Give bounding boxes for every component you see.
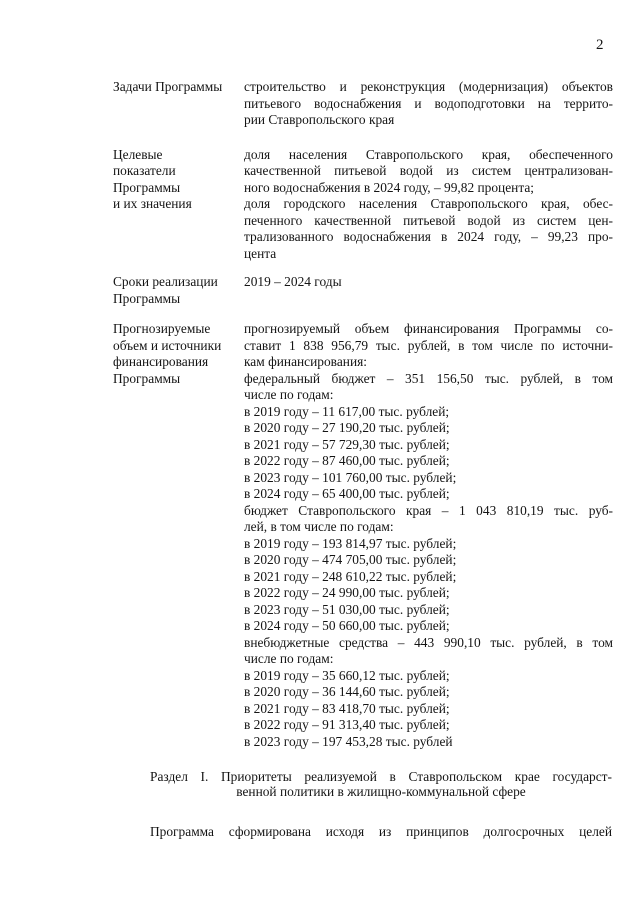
value-line: качественной питьевой водой из систем централизован-: [244, 163, 613, 178]
value-line: доля городского населения Ставропольского края, обес-: [244, 196, 613, 211]
value-line: бюджет Ставропольского края – 1 043 810,19 тыс. руб-: [244, 502, 613, 518]
value-line: в 2019 году – 193 814,97 тыс. рублей;: [244, 535, 457, 551]
value-line: цента: [244, 245, 277, 261]
value-line: ного водоснабжения в 2024 году, – 99,82 процента;: [244, 179, 534, 195]
value-line: печенного качественной питьевой водой из систем цен-: [244, 212, 613, 228]
row-label: [113, 147, 244, 263]
passport-row-tasks: [113, 79, 613, 129]
row-value: [244, 274, 613, 307]
label-line: Программы: [113, 179, 181, 195]
value-line: 2019 – 2024 годы: [244, 274, 342, 289]
label-line: Программы: [113, 370, 181, 386]
label-line: показатели: [113, 163, 176, 178]
value-line: в 2023 году – 51 030,00 тыс. рублей;: [244, 601, 450, 617]
label-line: Целевые: [113, 146, 163, 162]
section-heading-line: Раздел I. Приоритеты реализуемой в Ставропольском крае государст-: [150, 769, 612, 784]
row-value: [244, 79, 613, 129]
value-line: в 2021 году – 57 729,30 тыс. рублей;: [244, 436, 450, 452]
value-line: в 2020 году – 36 144,60 тыс. рублей;: [244, 684, 450, 699]
value-line: в 2024 году – 65 400,00 тыс. рублей;: [244, 486, 450, 501]
value-line: в 2024 году – 50 660,00 тыс. рублей;: [244, 618, 450, 633]
passport-row-targets: [113, 147, 613, 263]
value-line: в 2019 году – 35 660,12 тыс. рублей;: [244, 667, 450, 683]
label-line: финансирования: [113, 354, 209, 369]
value-line: рии Ставропольского края: [244, 112, 395, 127]
section-heading-line: венной политики в жилищно-коммунальной сфере: [236, 784, 526, 799]
row-label: [113, 321, 244, 750]
page-number: 2: [596, 37, 604, 53]
value-line: трализованного водоснабжения в 2024 году, – 99,23 про-: [244, 229, 613, 244]
row-value: [244, 321, 613, 750]
value-line: в 2022 году – 87 460,00 тыс. рублей;: [244, 453, 450, 468]
value-line: в 2021 году – 83 418,70 тыс. рублей;: [244, 700, 450, 716]
value-line: внебюджетные средства – 443 990,10 тыс. рублей, в том: [244, 634, 613, 650]
value-line: в 2022 году – 91 313,40 тыс. рублей;: [244, 717, 450, 732]
label-line: и их значения: [113, 196, 192, 211]
value-line: в 2023 году – 197 453,28 тыс. рублей: [244, 733, 453, 749]
value-line: в 2020 году – 474 705,00 тыс. рублей;: [244, 552, 457, 567]
passport-row-funding: [113, 321, 613, 750]
value-line: строительство и реконструкция (модернизация) объектов: [244, 79, 613, 94]
paragraph-line: Программа сформирована исходя из принципов долгосрочных целей: [150, 824, 612, 839]
value-line: доля населения Ставропольского края, обеспеченного: [244, 146, 613, 162]
label-line: Программы: [113, 290, 181, 306]
value-line: в 2022 году – 24 990,00 тыс. рублей;: [244, 585, 450, 600]
program-passport-table: [113, 79, 613, 750]
value-line: числе по годам:: [244, 387, 334, 402]
label-line: Сроки реализации: [113, 274, 218, 289]
value-line: прогнозируемый объем финансирования Программы со-: [244, 321, 613, 336]
label-line: объем и источники: [113, 337, 222, 353]
value-line: числе по годам:: [244, 651, 334, 666]
value-line: кам финансирования:: [244, 354, 367, 369]
value-line: в 2023 году – 101 760,00 тыс. рублей;: [244, 469, 457, 485]
value-line: в 2021 году – 248 610,22 тыс. рублей;: [244, 568, 457, 584]
passport-row-timeline: [113, 274, 613, 307]
value-line: лей, в том числе по годам:: [244, 519, 394, 534]
label-line: Прогнозируемые: [113, 321, 211, 336]
label-line: Задачи Программы: [113, 79, 223, 94]
row-value: [244, 147, 613, 263]
value-line: в 2020 году – 27 190,20 тыс. рублей;: [244, 420, 450, 435]
section-heading: [150, 769, 612, 799]
value-line: в 2019 году – 11 617,00 тыс. рублей;: [244, 403, 450, 419]
row-label: [113, 274, 244, 307]
value-line: федеральный бюджет – 351 156,50 тыс. рублей, в том: [244, 370, 613, 386]
value-line: питьевого водоснабжения и водоподготовки на террито-: [244, 95, 613, 111]
body-paragraph: [150, 824, 612, 840]
row-label: [113, 79, 244, 129]
value-line: ставит 1 838 956,79 тыс. рублей, в том числе по источни-: [244, 337, 613, 353]
